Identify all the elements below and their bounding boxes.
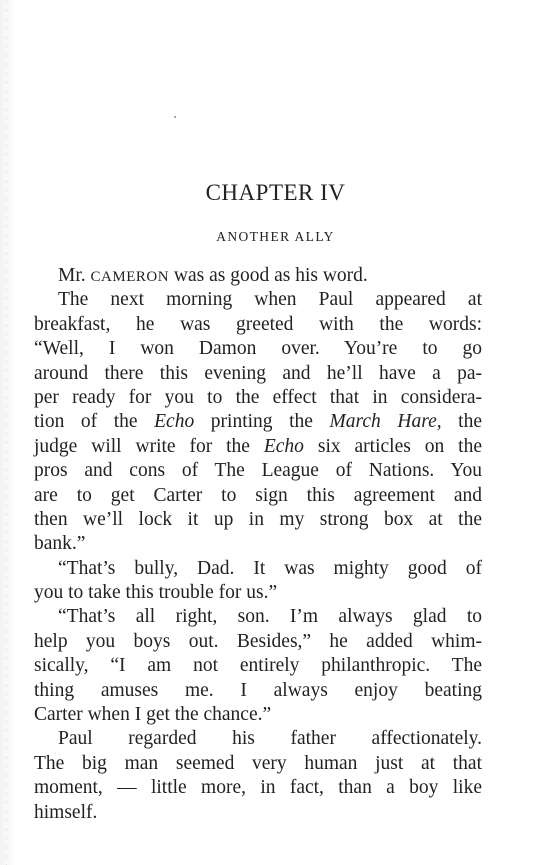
text-line [34,484,482,508]
text-line [34,264,482,288]
text-run: are to get Carter to sign this agreement and [34,484,482,506]
text-line [34,288,482,312]
text-run: Carter when I get the chance.” [34,704,272,726]
text-line [34,313,482,337]
text-line [34,557,482,581]
text-run: sically, “I am not entirely philanthropic. The [34,655,482,677]
text-run: “That’s bully, Dad. It was mighty good of [58,557,482,579]
text-line [34,508,482,532]
text-line [34,581,482,605]
text-run: Mr. [58,265,91,286]
chapter-subtitle: ANOTHER ALLY [216,229,335,244]
text-run: you to take this trouble for us.” [34,582,278,604]
text-line [34,679,482,703]
italic-title: March Hare, [329,411,442,433]
text-line [34,776,482,800]
text-line [34,459,482,483]
body-text [34,264,482,825]
text-run: bank.” [34,533,86,555]
text-run: six articles on the [303,435,482,457]
text-run: judge will write for the [34,435,264,457]
text-run: The big man seemed very human just at that [34,752,482,774]
text-line [34,654,482,678]
text-run: the [441,411,483,433]
text-run: The next morning when Paul appeared at [58,289,482,311]
italic-title: Echo [154,411,195,433]
text-run: tion of the [34,411,155,433]
text-run: was as good as his word. [169,265,368,286]
text-line [34,337,482,361]
text-run: printing the [194,411,330,433]
text-run: breakfast, he was greeted with the words: [34,313,482,335]
text-run: moment, — little more, in fact, than a boy like [34,777,482,799]
text-run: pros and cons of The League of Nations. You [34,460,482,482]
page-binding-edge [0,0,16,865]
text-run: thing amuses me. I always enjoy beating [34,679,482,701]
text-line [34,410,482,434]
text-line [34,605,482,629]
text-line [34,752,482,776]
text-line [34,703,482,727]
chapter-title: CHAPTER IV [205,180,346,205]
text-line [34,801,482,825]
text-line [34,435,482,459]
text-line [34,630,482,654]
text-run: “Well, I won Damon over. You’re to go [34,338,482,360]
text-run: then we’ll lock it up in my strong box at the [34,508,482,530]
text-run: around there this evening and he’ll have a pa- [34,362,482,384]
text-line [34,386,482,410]
text-line [34,727,482,751]
small-caps-name: CAMERON [90,269,170,285]
italic-title: Echo [263,435,304,457]
text-run: per ready for you to the effect that in considera- [34,386,482,408]
text-run: himself. [34,801,98,823]
text-line [34,532,482,556]
text-run: Paul regarded his father affectionately. [58,728,482,750]
paper-speck [174,116,176,118]
text-line [34,362,482,386]
text-run: “That’s all right, son. I’m always glad to [58,606,482,628]
text-run: help you boys out. Besides,” he added whim- [34,630,482,652]
